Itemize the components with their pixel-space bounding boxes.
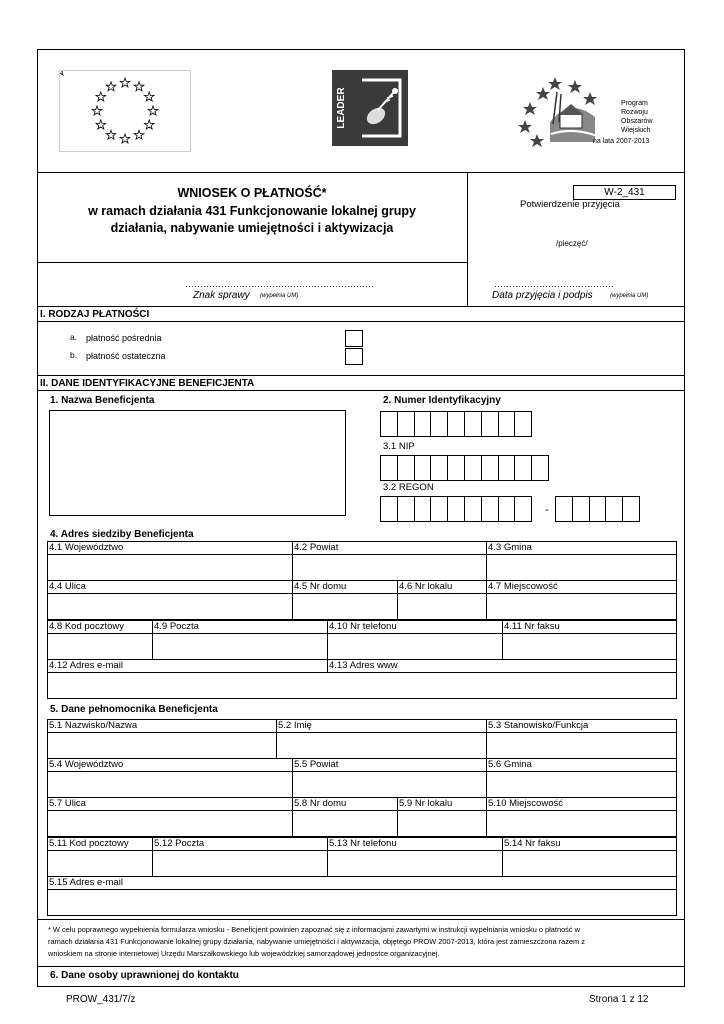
eu-star-icon <box>120 134 130 143</box>
proxy-firstname-label: 5.2 Imię <box>277 720 487 733</box>
addr-house-input[interactable] <box>293 594 398 620</box>
proxy-post-input[interactable] <box>153 851 328 877</box>
regon-field[interactable] <box>380 496 531 522</box>
addr-city-label: 4.7 Miejscowość <box>487 581 677 594</box>
footnote-line-2: ramach działania 431 Funkcjonowanie lokalnej grupy działania, nabywanie umiejętności i aktywizacja, objętego PROW 2007-2013, która jest zamieszczona razem z <box>48 937 585 946</box>
proxy-table-row5 <box>47 876 677 916</box>
eu-star-icon <box>134 82 144 91</box>
section-2-title: II. DANE IDENTYFIKACYJNE BENEFICJENTA <box>40 378 255 389</box>
eu-star-icon <box>96 92 106 101</box>
proxy-email-input[interactable] <box>48 890 677 916</box>
addr-county-label: 4.2 Powiat <box>293 542 487 555</box>
nip-field[interactable] <box>380 455 548 481</box>
addr-street-label: 4.4 Ulica <box>48 581 293 594</box>
proxy-table-row2 <box>47 758 677 798</box>
title-divider <box>37 262 467 263</box>
eu-star-icon <box>144 92 154 101</box>
prow-line-3: Obszarów <box>621 118 653 125</box>
addr-www-label: 4.13 Adres www <box>328 660 677 673</box>
proxy-table-row4 <box>47 837 677 877</box>
proxy-flat-input[interactable] <box>398 811 487 837</box>
proxy-fax-input[interactable] <box>503 851 677 877</box>
addr-fax-label: 4.11 Nr faksu <box>503 621 677 634</box>
address-table-row1 <box>47 541 677 581</box>
addr-commune-label: 4.3 Gmina <box>487 542 677 555</box>
proxy-post-label: 5.12 Poczta <box>153 838 328 851</box>
proxy-voivodeship-label: 5.4 Województwo <box>48 759 293 772</box>
eu-star-icon <box>92 106 102 115</box>
proxy-fax-label: 5.14 Nr faksu <box>503 838 677 851</box>
footnote-line-1: * W celu poprawnego wypełnienia formularza wniosku - Beneficjent powinien zapoznać się z informacjami zawartymi w instrukcji wypełniania wniosku o płatność w <box>48 925 580 934</box>
proxy-email-label: 5.15 Adres e-mail <box>48 877 677 890</box>
eu-star-icon <box>120 78 130 87</box>
proxy-commune-input[interactable] <box>487 772 677 798</box>
addr-phone-label: 4.10 Nr telefonu <box>328 621 503 634</box>
addr-voivodeship-label: 4.1 Województwo <box>48 542 293 555</box>
proxy-title: 5. Dane pełnomocnika Beneficjenta <box>50 704 218 715</box>
proxy-name-label: 5.1 Nazwisko/Nazwa <box>48 720 277 733</box>
prow-line-2: Rozwoju <box>621 109 648 116</box>
section-1-underline <box>37 321 685 322</box>
proxy-county-label: 5.5 Powiat <box>293 759 487 772</box>
case-dots: ……………………………………………………… <box>185 279 374 289</box>
eu-star-icon <box>144 120 154 129</box>
case-label: Znak sprawy <box>193 290 250 301</box>
proxy-phone-label: 5.13 Nr telefonu <box>328 838 503 851</box>
addr-email-label: 4.12 Adres e-mail <box>48 660 328 673</box>
prow-line-4: Wiejskich <box>621 127 651 134</box>
section-2-underline <box>37 390 685 391</box>
section-2-divider <box>37 375 685 376</box>
proxy-voivodeship-input[interactable] <box>48 772 293 798</box>
nip-label: 3.1 NIP <box>383 441 415 452</box>
addr-postal-label: 4.8 Kod pocztowy <box>48 621 153 634</box>
proxy-street-input[interactable] <box>48 811 293 837</box>
prow-years: na lata 2007-2013 <box>593 138 650 145</box>
addr-phone-input[interactable] <box>328 634 503 660</box>
addr-fax-input[interactable] <box>503 634 677 660</box>
proxy-table-row1 <box>47 719 677 759</box>
proxy-firstname-input[interactable] <box>277 733 487 759</box>
address-table-row3 <box>47 620 677 660</box>
header-divider <box>37 172 685 173</box>
form-title-line-3: działania, nabywanie umiejętności i aktywizacja <box>110 221 394 235</box>
footer-form-id: PROW_431/7/z <box>66 994 136 1005</box>
proxy-house-input[interactable] <box>293 811 398 837</box>
proxy-street-label: 5.7 Ulica <box>48 798 293 811</box>
form-title-line-2: w ramach działania 431 Funkcjonowanie lokalnej grupy <box>88 204 416 218</box>
address-title: 4. Adres siedziby Beneficjenta <box>50 529 194 540</box>
option-b-label: płatność ostateczna <box>86 351 166 361</box>
eu-star-icon <box>96 120 106 129</box>
contact-title: 6. Dane osoby uprawnionej do kontaktu <box>50 970 239 981</box>
date-dots: …………………………………. <box>494 279 614 289</box>
eu-star-icon <box>106 82 116 91</box>
date-note: (wypełnia UM) <box>610 293 649 299</box>
option-a-letter: a. <box>70 332 78 342</box>
addr-street-input[interactable] <box>48 594 293 620</box>
proxy-city-label: 5.10 Miejscowość <box>487 798 677 811</box>
header-vdivider <box>467 172 468 306</box>
addr-flat-label: 4.6 Nr lokalu <box>398 581 487 594</box>
proxy-city-input[interactable] <box>487 811 677 837</box>
id-number-label: 2. Numer Identyfikacyjny <box>383 395 501 406</box>
address-table-row4 <box>47 659 677 699</box>
addr-post-label: 4.9 Poczta <box>153 621 328 634</box>
addr-house-label: 4.5 Nr domu <box>293 581 398 594</box>
leader-text: LEADER <box>336 87 347 129</box>
footnote-line-3: wnioskiem na stronie internetowej Urzędu Marszałkowskiego lub wojewódzkiej samorządowej jednostce organizacyjnej. <box>48 949 440 958</box>
proxy-flat-label: 5.9 Nr lokalu <box>398 798 487 811</box>
regon-label: 3.2 REGON <box>383 482 434 493</box>
section-1-title: I. RODZAJ PŁATNOŚCI <box>40 309 150 320</box>
stamp-label: /pieczęć/ <box>556 239 588 248</box>
checkbox-ostateczna[interactable] <box>345 348 363 365</box>
beneficiary-name-label: 1. Nazwa Beneficjenta <box>50 395 155 406</box>
form-title-line-1: WNIOSEK O PŁATNOŚĆ* <box>177 186 327 200</box>
addr-commune-input[interactable] <box>487 555 677 581</box>
eu-star-icon <box>106 130 116 139</box>
eu-star-icon <box>148 106 158 115</box>
date-label: Data przyjęcia i podpis <box>492 290 593 301</box>
form-code-box: W-2_431 <box>573 185 676 200</box>
addr-postal-input[interactable] <box>48 634 153 660</box>
proxy-phone-input[interactable] <box>328 851 503 877</box>
proxy-position-label: 5.3 Stanowisko/Funkcja <box>487 720 677 733</box>
footnote-divider <box>37 919 685 920</box>
proxy-table-row3 <box>47 797 677 837</box>
option-a-label: płatność pośrednia <box>86 333 162 343</box>
addr-voivodeship-input[interactable] <box>48 555 293 581</box>
contact-divider <box>37 966 685 967</box>
header-bottom-divider <box>37 306 685 307</box>
footer-page-number: Strona 1 z 12 <box>589 994 649 1005</box>
eu-star-icon <box>134 130 144 139</box>
eu-flag-logo <box>59 70 191 152</box>
regon-separator: - <box>545 504 549 516</box>
proxy-commune-label: 5.6 Gmina <box>487 759 677 772</box>
proxy-postal-label: 5.11 Kod pocztowy <box>48 838 153 851</box>
beneficiary-name-field[interactable] <box>49 410 346 516</box>
leader-logo <box>332 70 408 146</box>
case-note: (wypełnia UM) <box>260 293 299 299</box>
proxy-name-input[interactable] <box>48 733 277 759</box>
address-table-row2 <box>47 580 677 620</box>
option-b-letter: b. <box>70 350 78 360</box>
regon-suffix-field[interactable] <box>555 496 639 522</box>
addr-county-input[interactable] <box>293 555 487 581</box>
proxy-postal-input[interactable] <box>48 851 153 877</box>
addr-post-input[interactable] <box>153 634 328 660</box>
proxy-house-label: 5.8 Nr domu <box>293 798 398 811</box>
proxy-county-input[interactable] <box>293 772 487 798</box>
proxy-position-input[interactable] <box>487 733 677 759</box>
prow-logo <box>515 72 660 152</box>
id-number-field[interactable] <box>380 411 531 437</box>
addr-email-input[interactable] <box>48 673 677 699</box>
receipt-label: Potwierdzenie przyjęcia <box>520 199 620 210</box>
addr-flat-input[interactable] <box>398 594 487 620</box>
checkbox-posrednia[interactable] <box>345 330 363 347</box>
addr-city-input[interactable] <box>487 594 677 620</box>
prow-line-1: Program <box>621 100 648 107</box>
